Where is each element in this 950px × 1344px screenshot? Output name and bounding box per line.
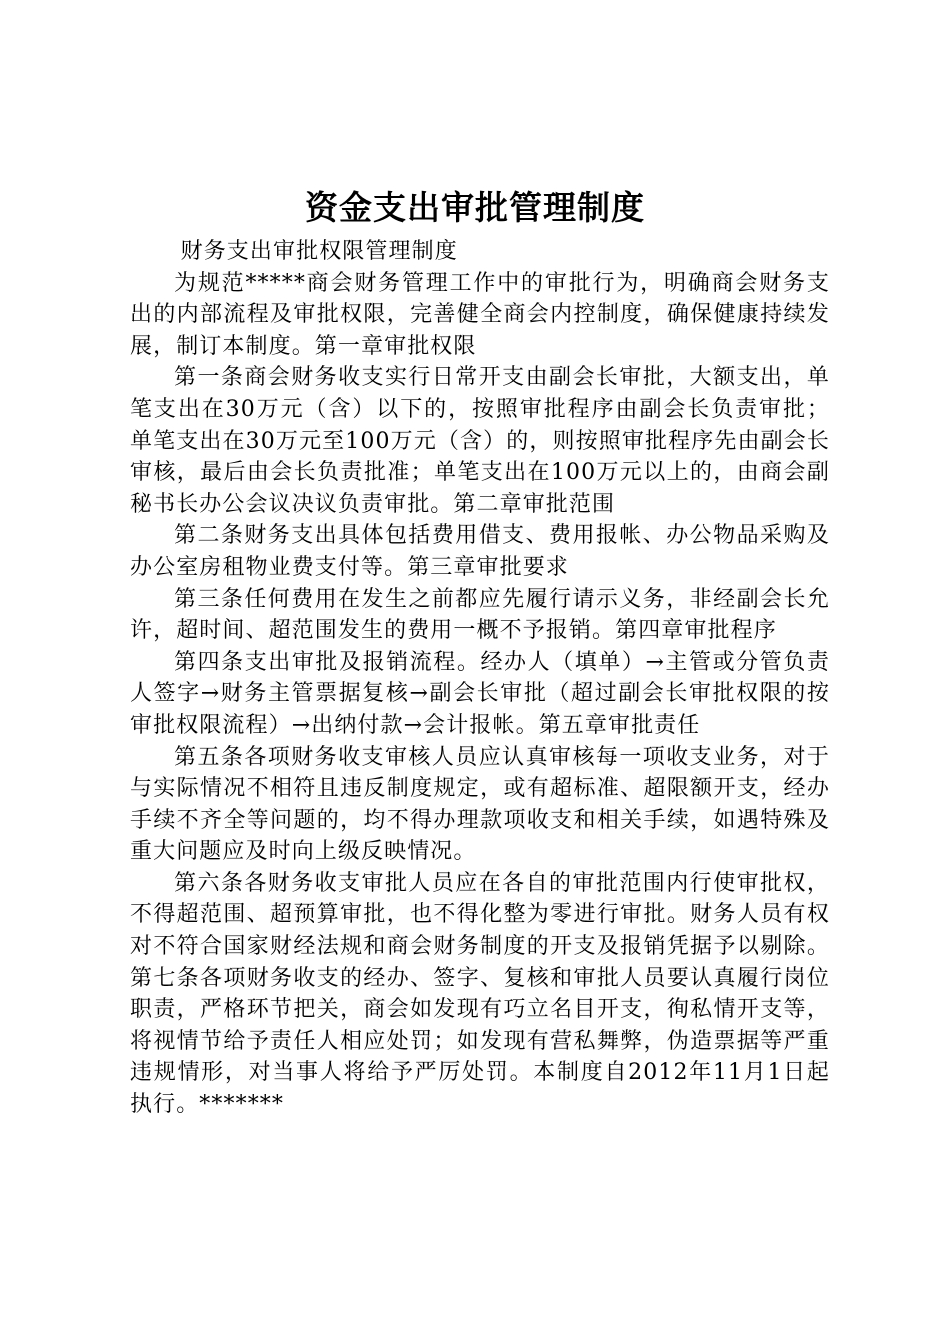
document-subtitle: 财务支出审批权限管理制度 — [180, 239, 458, 264]
paragraph-article-6-7: 第六条各财务收支审批人员应在各自的审批范围内行使审批权，不得超范围、超预算审批，也不得化整为零进行审批。财务人员有权对不符合国家财经法规和商会财务制度的开支及报销凭据予以剔除。第七条各项财务收支的经办、签字、复核和审批人员要认真履行岗位职责，严格环节把关，商会如发现有巧立名目开支，徇私情开支等，将视情节给予责任人相应处罚；如发现有营私舞弊，伪造票据等严重违规情形，对当事人将给予严厉处罚。本制度自2012年11月1日起执行。******* — [130, 870, 830, 1118]
paragraph-article-1: 第一条商会财务收支实行日常开支由副会长审批，大额支出，单笔支出在30万元（含）以下的，按照审批程序由副会长负责审批；单笔支出在30万元至100万元（含）的，则按照审批程序先由副会长审核，最后由会长负责批准；单笔支出在100万元以上的，由商会副秘书长办公会议决议负责审批。第二章审批范围 — [130, 365, 830, 517]
paragraph-article-5: 第五条各项财务收支审核人员应认真审核每一项收支业务，对于与实际情况不相符且违反制度规定，或有超标准、超限额开支，经办手续不齐全等问题的，均不得办理款项收支和相关手续，如遇特殊及重大问题应及时向上级反映情况。 — [130, 744, 830, 865]
paragraph-article-3: 第三条任何费用在发生之前都应先履行请示义务，非经副会长允许，超时间、超范围发生的费用一概不予报销。第四章审批程序 — [130, 586, 830, 644]
paragraph-preamble: 为规范*****商会财务管理工作中的审批行为，明确商会财务支出的内部流程及审批权限，完善健全商会内控制度，确保健康持续发展，制订本制度。第一章审批权限 — [130, 270, 830, 359]
document-title: 资金支出审批管理制度 — [305, 188, 645, 227]
paragraph-article-2: 第二条财务支出具体包括费用借支、费用报帐、办公物品采购及办公室房租物业费支付等。第三章审批要求 — [130, 523, 830, 580]
document-body — [130, 236, 830, 1121]
paragraph-article-4: 第四条支出审批及报销流程。经办人（填单）→主管或分管负责人签字→财务主管票据复核→副会长审批（超过副会长审批权限的按审批权限流程）→出纳付款→会计报帐。第五章审批责任 — [130, 649, 830, 738]
